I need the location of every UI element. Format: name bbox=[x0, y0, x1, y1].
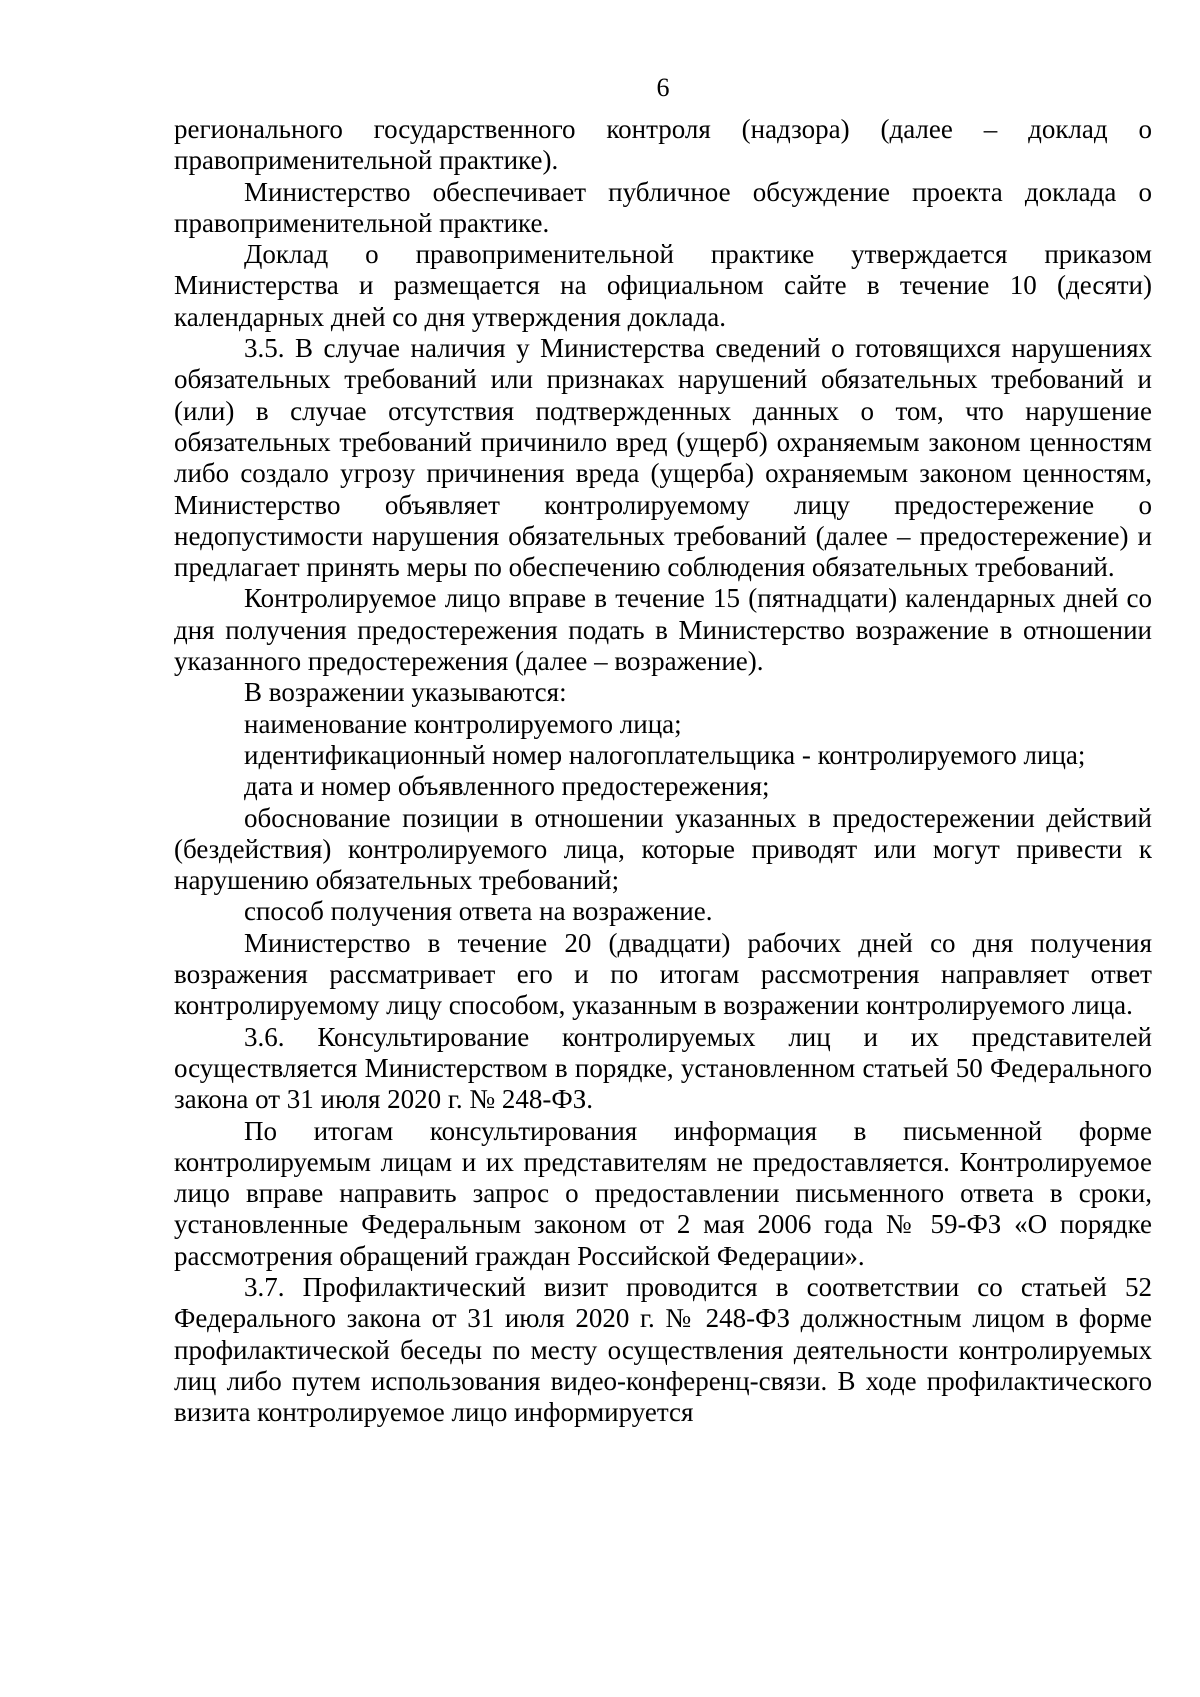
paragraph-objection-right: Контролируемое лицо вправе в течение 15 (пятнадцати) календарных дней со дня получения предостережения подать в Министерство возражение в отношении указанного предостережения (далее – возражение). bbox=[174, 583, 1152, 677]
paragraph-1: регионального государственного контроля (надзора) (далее – доклад о правоприменительной практике). bbox=[174, 114, 1152, 176]
paragraph-3-6: 3.6. Консультирование контролируемых лиц и их представителей осуществляется Министерством в порядке, установленном статьей 50 Федерального закона от 31 июля 2020 г. № 248-ФЗ. bbox=[174, 1021, 1152, 1115]
paragraph-3: Доклад о правоприменительной практике утверждается приказом Министерства и размещается на официальном сайте в течение 10 (десяти) календарных дней со дня утверждения доклада. bbox=[174, 239, 1152, 332]
paragraph-3-5: 3.5. В случае наличия у Министерства сведений о готовящихся нарушениях обязательных требований или признаках нарушений обязательных требований и (или) в случае отсутствия подтвержденных данных о том, что нарушение обязательных требований причинило вред (ущерб) охраняемым законом ценностям либо создало угрозу причинения вреда (ущерба) охраняемым законом ценностям, Министерство объявляет контролируемому лицу предостережение о недопустимости нарушения обязательных требований (далее – предостережение) и предлагает принять меры по обеспечению соблюдения обязательных требований. bbox=[174, 333, 1152, 583]
page-number: 6 bbox=[656, 73, 670, 102]
document-page bbox=[174, 70, 1152, 1670]
list-item-response-method: способ получения ответа на возражение. bbox=[244, 896, 713, 927]
document-body bbox=[174, 114, 1152, 1428]
paragraph-2: Министерство обеспечивает публичное обсуждение проекта доклада о правоприменительной практике. bbox=[174, 176, 1152, 238]
paragraph-objection-contents: В возражении указываются: bbox=[244, 677, 567, 708]
paragraph-ministry-response: Министерство в течение 20 (двадцати) рабочих дней со дня получения возражения рассматривает его и по итогам рассмотрения направляет ответ контролируемому лицу способом, указанным в возражении контролируемого лица. bbox=[174, 927, 1152, 1021]
list-item-justification: обоснование позиции в отношении указанных в предостережении действий (бездействия) контролируемого лица, которые приводят или могут привести к нарушению обязательных требований; bbox=[174, 802, 1152, 896]
list-item-name: наименование контролируемого лица; bbox=[244, 708, 682, 739]
paragraph-3-7: 3.7. Профилактический визит проводится в соответствии со статьей 52 Федерального закона от 31 июля 2020 г. № 248-ФЗ должностным лицом в форме профилактической беседы по месту осуществления деятельности контролируемых лиц либо путем использования видео-конференц-связи. В ходе профилактического визита контролируемое лицо информируется bbox=[174, 1271, 1152, 1428]
paragraph-consultation-results: По итогам консультирования информация в письменной форме контролируемым лицам и их представителям не предоставляется. Контролируемое лицо вправе направить запрос о предоставлении письменного ответа в сроки, установленные Федеральным законом от 2 мая 2006 года № 59-ФЗ «О порядке рассмотрения обращений граждан Российской Федерации». bbox=[174, 1115, 1152, 1271]
list-item-date-number: дата и номер объявленного предостережения; bbox=[244, 771, 770, 802]
list-item-inn: идентификационный номер налогоплательщика - контролируемого лица; bbox=[244, 739, 1086, 770]
